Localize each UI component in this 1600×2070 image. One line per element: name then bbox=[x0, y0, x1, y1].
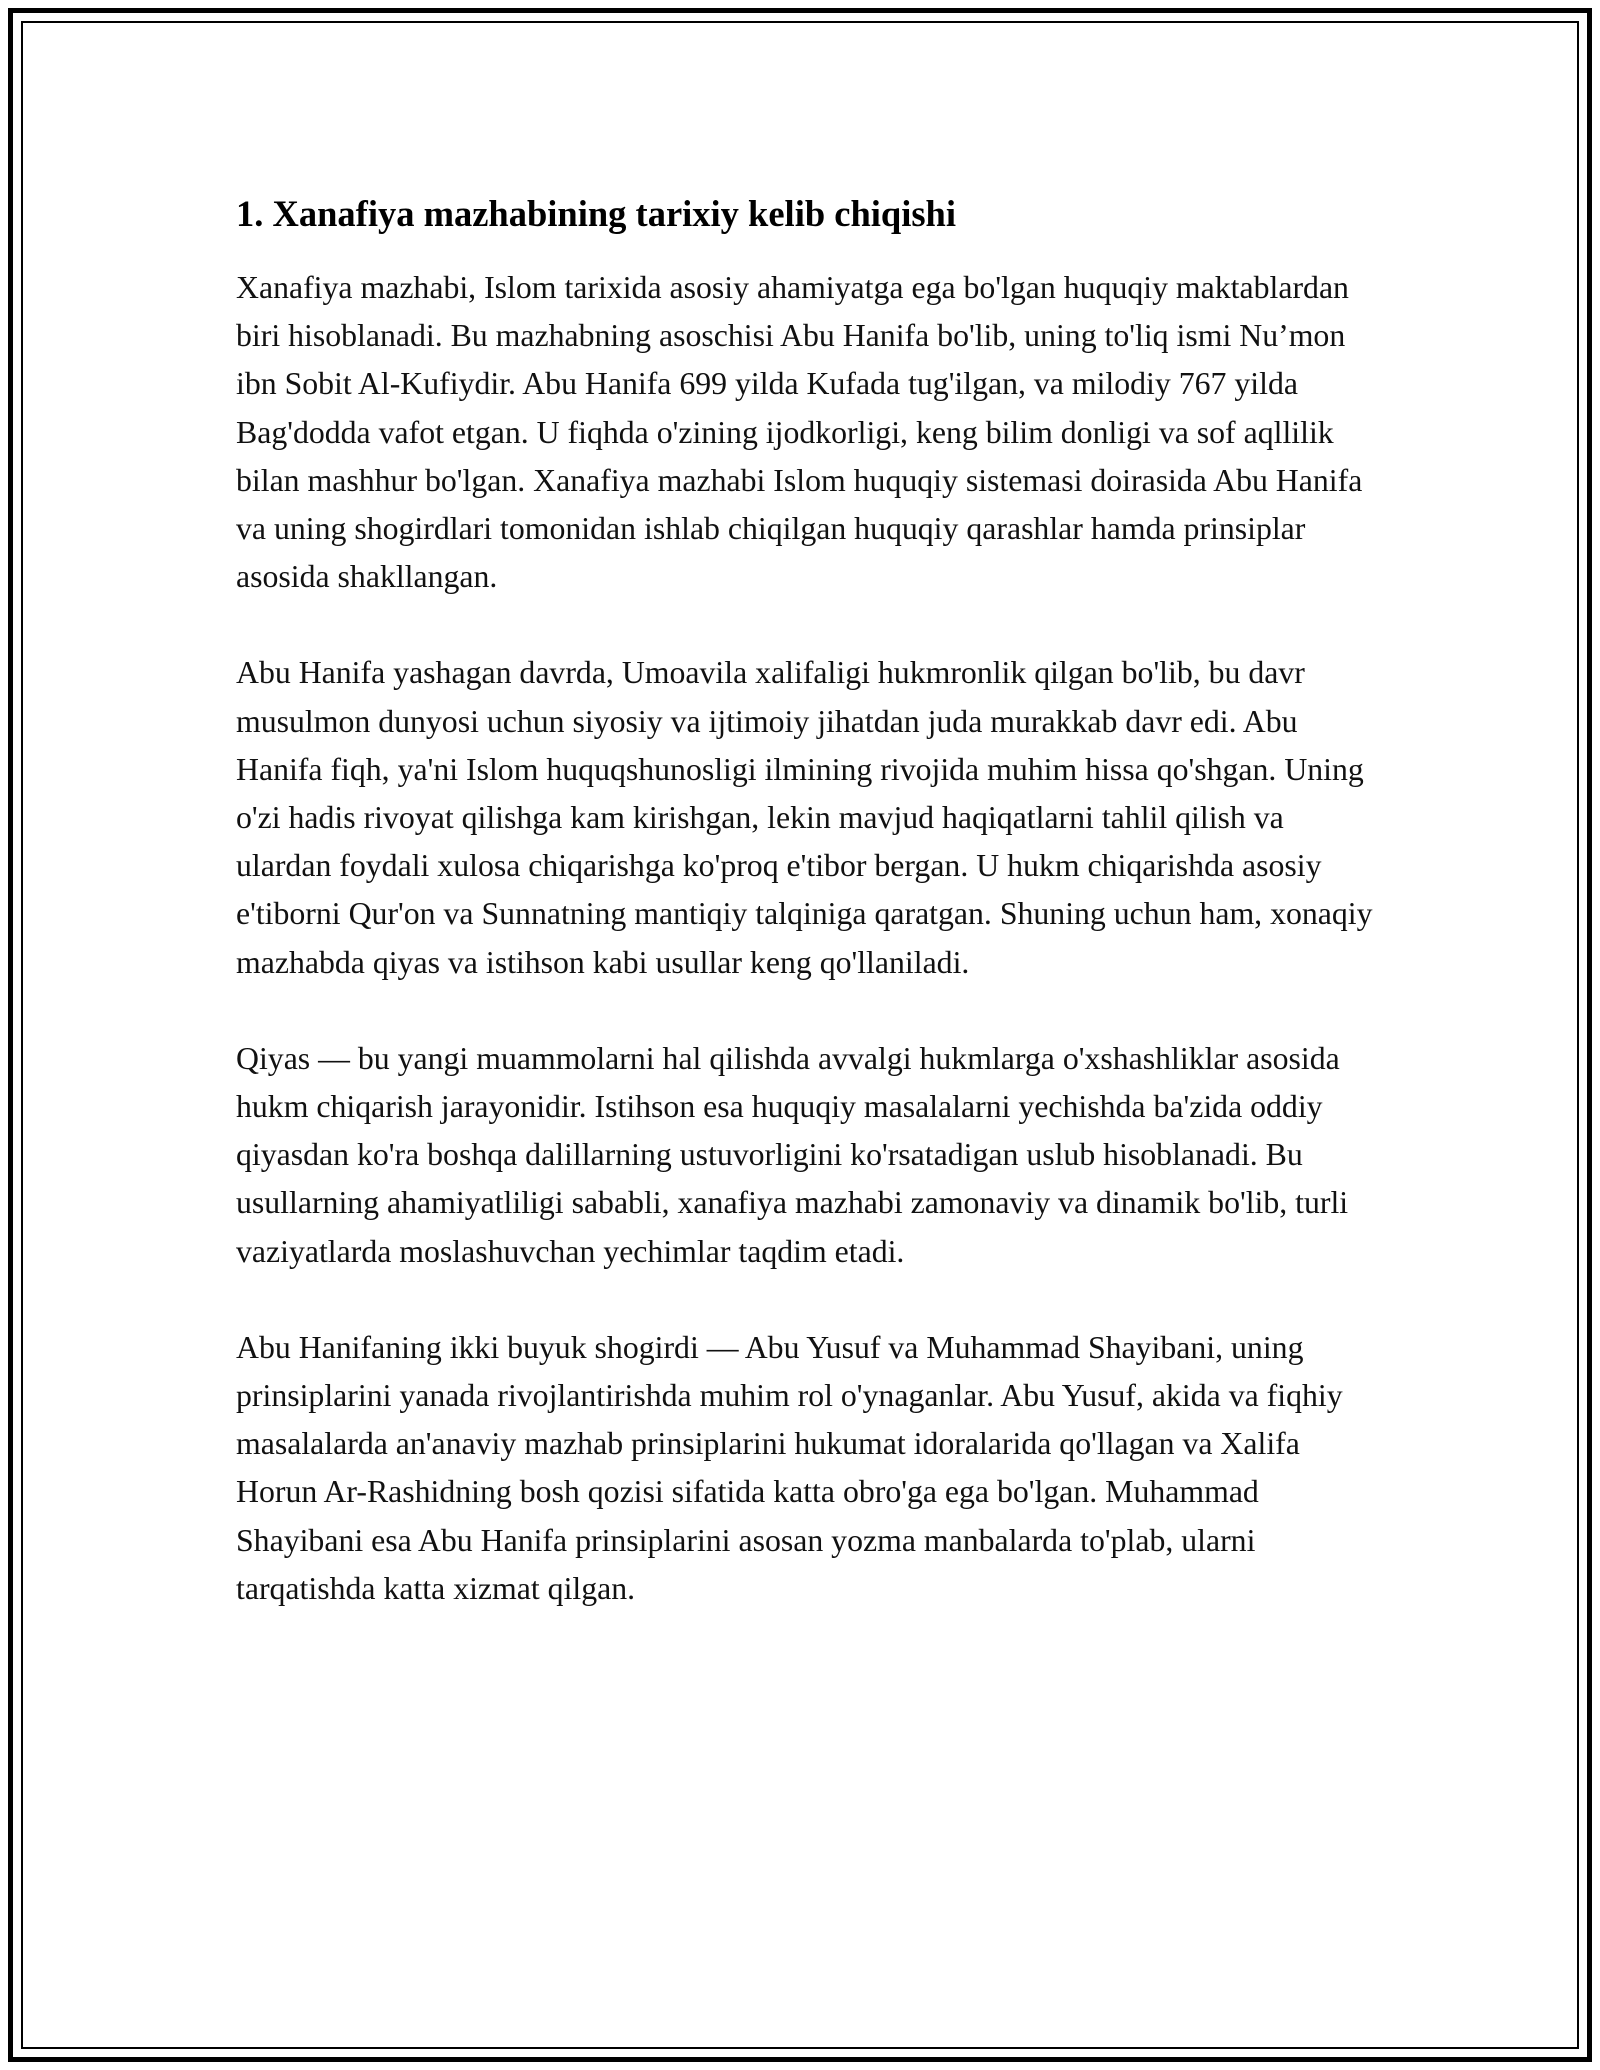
document-body bbox=[236, 190, 1386, 1661]
section-heading: 1. Xanafiya mazhabining tarixiy kelib chiqishi bbox=[236, 193, 956, 234]
paragraph-2: Abu Hanifa yashagan davrda, Umoavila xalifaligi hukmronlik qilgan bo'lib, bu davr musulmon dunyosi uchun siyosiy va ijtimoiy jihatdan juda murakkab davr edi. Abu Hanifa fiqh, ya'ni Islom huquqshunosligi ilmining rivojida muhim hissa qo'shgan. Uning o'zi hadis rivoyat qilishga kam kirishgan, lekin mavjud haqiqatlarni tahlil qilish va ulardan foydali xulosa chiqarishga ko'proq e'tibor bergan. U hukm chiqarishda asosiy e'tiborni Qur'on va Sunnatning mantiqiy talqiniga qaratgan. Shuning uchun ham, xonaqiy mazhabda qiyas va istihson kabi usullar keng qo'llaniladi. bbox=[236, 655, 1373, 980]
paragraph-3: Qiyas — bu yangi muammolarni hal qilishda avvalgi hukmlarga o'xshashliklar asosida hukm chiqarish jarayonidir. Istihson esa huquqiy masalalarni yechishda ba'zida oddiy qiyasdan ko'ra boshqa dalillarning ustuvorligini ko'rsatadigan uslub hisoblanadi. Bu usullarning ahamiyatliligi sababli, xanafiya mazhabi zamonaviy va dinamik bo'lib, turli vaziyatlarda moslashuvchan yechimlar taqdim etadi. bbox=[236, 1040, 1349, 1269]
paragraph-4: Abu Hanifaning ikki buyuk shogirdi — Abu Yusuf va Muhammad Shayibani, uning prinsiplarini yanada rivojlantirishda muhim rol o'ynaganlar. Abu Yusuf, akida va fiqhiy masalalarda an'anaviy mazhab prinsiplarini hukumat idoralarida qo'llagan va Xalifa Horun Ar-Rashidning bosh qozisi sifatida katta obro'ga ega bo'lgan. Muhammad Shayibani esa Abu Hanifa prinsiplarini asosan yozma manbalarda to'plab, ularni tarqatishda katta xizmat qilgan. bbox=[236, 1329, 1343, 1606]
paragraph-1: Xanafiya mazhabi, Islom tarixida asosiy ahamiyatga ega bo'lgan huquqiy maktablardan biri hisoblanadi. Bu mazhabning asoschisi Abu Hanifa bo'lib, uning to'liq ismi Nu’mon ibn Sobit Al-Kufiydir. Abu Hanifa 699 yilda Kufada tug'ilgan, va milodiy 767 yilda Bag'dodda vafot etgan. U fiqhda o'zining ijodkorligi, keng bilim donligi va sof aqllilik bilan mashhur bo'lgan. Xanafiya mazhabi Islom huquqiy sistemasi doirasida Abu Hanifa va uning shogirdlari tomonidan ishlab chiqilgan huquqiy qarashlar hamda prinsiplar asosida shakllangan. bbox=[236, 270, 1363, 595]
